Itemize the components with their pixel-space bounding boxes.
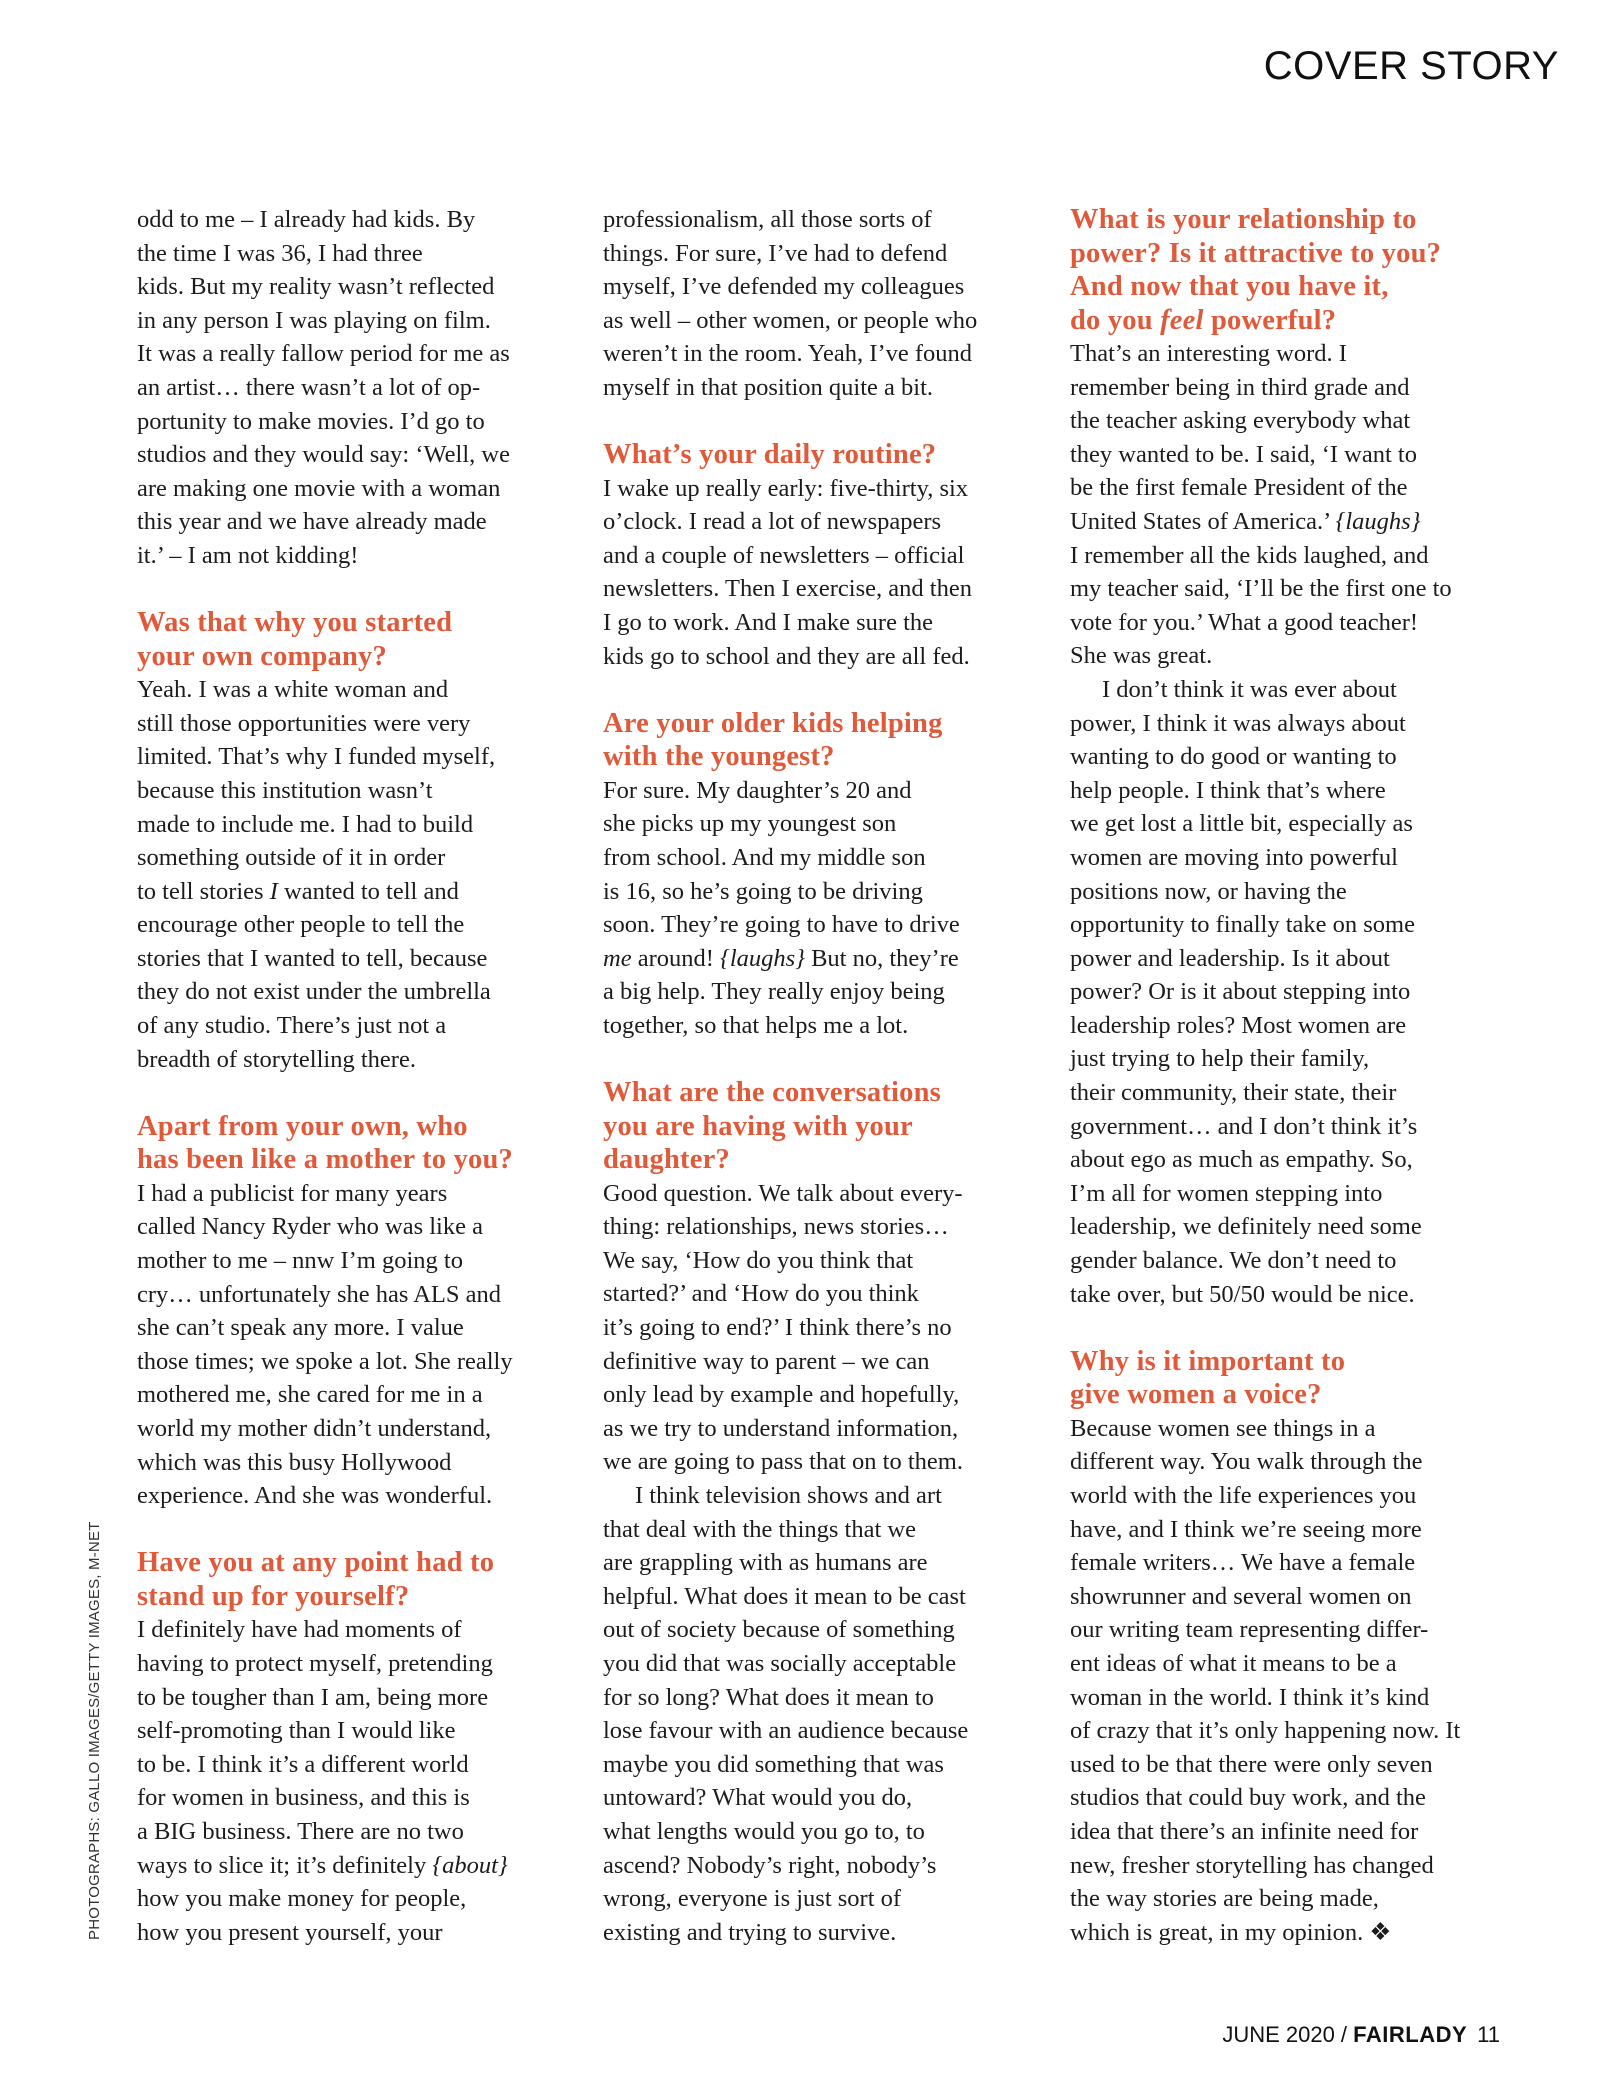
text-line: cry… unfortunately she has ALS and — [137, 1280, 502, 1308]
text-line: I don’t think it was ever about — [1102, 675, 1397, 703]
text-line: me around! {laughs} But no, they’re — [603, 944, 959, 972]
text-line: female writers… We have a female — [1070, 1549, 1416, 1577]
question-line: Have you at any point had to — [137, 1547, 495, 1579]
text-line: they wanted to be. I said, ‘I want to — [1070, 440, 1417, 468]
text-line: how you make money for people, — [137, 1885, 467, 1913]
text-line: she picks up my youngest son — [603, 810, 897, 838]
issue-date: JUNE 2020 / — [1222, 2022, 1354, 2047]
text-line: started?’ and ‘How do you think — [603, 1280, 919, 1308]
text-line: breadth of storytelling there. — [137, 1045, 416, 1073]
text-line: take over, but 50/50 would be nice. — [1070, 1280, 1415, 1308]
question-line: you are having with your — [603, 1110, 913, 1142]
question-line: daughter? — [603, 1144, 730, 1176]
text-line: help people. I think that’s where — [1070, 776, 1386, 804]
text-line: for women in business, and this is — [137, 1784, 470, 1812]
text-line: power and leadership. Is it about — [1070, 944, 1390, 972]
question-line: do you feel powerful? — [1070, 304, 1337, 336]
text-line: self-promoting than I would like — [137, 1717, 456, 1745]
text-line: what lengths would you go to, to — [603, 1817, 925, 1845]
text-line: world my mother didn’t understand, — [137, 1415, 492, 1442]
text-line: ascend? Nobody’s right, nobody’s — [603, 1851, 937, 1879]
text-line: helpful. What does it mean to be cast — [603, 1582, 966, 1610]
text-line: made to include me. I had to build — [137, 810, 474, 838]
text-line: different way. You walk through the — [1070, 1448, 1423, 1476]
text-line: government… and I don’t think it’s — [1070, 1112, 1418, 1140]
text-line: together, so that helps me a lot. — [603, 1011, 909, 1039]
text-line: I think television shows and art — [635, 1482, 942, 1509]
interview-answer — [603, 774, 1051, 1043]
text-line: because this institution wasn’t — [137, 776, 433, 804]
interview-question — [1070, 1345, 1518, 1412]
text-line: gender balance. We don’t need to — [1070, 1247, 1397, 1275]
text-line: mothered me, she cared for me in a — [137, 1381, 483, 1409]
text-line: a BIG business. There are no two — [137, 1817, 464, 1845]
interview-answer — [1070, 337, 1518, 673]
section-spacer — [603, 405, 1051, 439]
text-line: wanting to do good or wanting to — [1070, 743, 1397, 771]
text-line: odd to me – I already had kids. By — [137, 206, 476, 233]
text-line: out of society because of something — [603, 1616, 955, 1644]
text-line: I go to work. And I make sure the — [603, 609, 933, 637]
text-line: called Nancy Ryder who was like a — [137, 1213, 483, 1241]
text-line: the teacher asking everybody what — [1070, 407, 1411, 435]
text-line: new, fresher storytelling has changed — [1070, 1851, 1434, 1879]
text-line: you did that was socially acceptable — [603, 1649, 957, 1677]
interview-answer — [1070, 673, 1518, 1311]
text-line: studios and they would say: ‘Well, we — [137, 441, 510, 469]
text-line: wrong, everyone is just sort of — [603, 1885, 902, 1913]
text-line: used to be that there were only seven — [1070, 1750, 1433, 1778]
interview-answer — [603, 472, 1051, 674]
article-column-3 — [1070, 203, 1518, 1949]
text-line: It was a really fallow period for me as — [137, 340, 510, 368]
text-line: I wake up really early: five-thirty, six — [603, 474, 969, 502]
interview-answer — [603, 1177, 1051, 1479]
text-line: weren’t in the room. Yeah, I’ve found — [603, 340, 973, 368]
section-label: COVER STORY — [1263, 44, 1559, 88]
text-line: it.’ – I am not kidding! — [137, 541, 359, 569]
text-line: limited. That’s why I funded myself, — [137, 743, 496, 771]
text-line: are grappling with as humans are — [603, 1549, 928, 1577]
question-line: stand up for yourself? — [137, 1580, 410, 1612]
text-line: a big help. They really enjoy being — [603, 978, 945, 1006]
text-line: and a couple of newsletters – official — [603, 541, 965, 569]
text-line: as well – other women, or people who — [603, 306, 978, 334]
text-line: I had a publicist for many years — [137, 1179, 448, 1207]
text-line: be the first female President of the — [1070, 474, 1408, 502]
interview-question — [603, 1076, 1051, 1177]
text-line: to tell stories I wanted to tell and — [137, 877, 459, 905]
text-line: we get lost a little bit, especially as — [1070, 810, 1413, 838]
text-line: for so long? What does it mean to — [603, 1683, 934, 1711]
interview-answer — [137, 673, 585, 1076]
text-line: We say, ‘How do you think that — [603, 1246, 914, 1274]
text-line: their community, their state, their — [1070, 1079, 1397, 1107]
text-line: how you present yourself, your — [137, 1918, 443, 1946]
question-line: Was that why you started — [137, 607, 453, 639]
text-line: definitive way to parent – we can — [603, 1347, 930, 1375]
text-line: the way stories are being made, — [1070, 1885, 1379, 1913]
question-line: give women a voice? — [1070, 1379, 1322, 1411]
text-line: showrunner and several women on — [1070, 1582, 1412, 1610]
text-line: power, I think it was always about — [1070, 709, 1406, 737]
text-line: to be tougher than I am, being more — [137, 1683, 489, 1711]
text-line: mother to me – nnw I’m going to — [137, 1247, 463, 1275]
text-line: soon. They’re going to have to drive — [603, 911, 960, 939]
text-line: the time I was 36, I had three — [137, 239, 423, 267]
text-line: in any person I was playing on film. — [137, 306, 491, 334]
text-line: my teacher said, ‘I’ll be the first one to — [1070, 575, 1452, 603]
text-line: I remember all the kids laughed, and — [1070, 541, 1429, 569]
page-footer — [1222, 2022, 1500, 2048]
question-line: And now that you have it, — [1070, 271, 1389, 302]
text-line: this year and we have already made — [137, 508, 487, 536]
text-line: power? Or is it about stepping into — [1070, 978, 1411, 1006]
text-line: those times; we spoke a lot. She really — [137, 1347, 513, 1375]
text-line: of crazy that it’s only happening now. It — [1070, 1717, 1461, 1745]
interview-answer — [137, 203, 585, 573]
text-line: That’s an interesting word. I — [1070, 340, 1347, 367]
text-line: still those opportunities were very — [137, 709, 471, 737]
text-line: kids. But my reality wasn’t reflected — [137, 273, 495, 301]
text-line: have, and I think we’re seeing more — [1070, 1515, 1422, 1543]
text-line: leadership, we definitely need some — [1070, 1213, 1422, 1241]
interview-answer — [603, 1479, 1051, 1949]
interview-question — [1070, 203, 1518, 337]
text-line: ent ideas of what it means to be a — [1070, 1649, 1397, 1677]
text-line: myself in that position quite a bit. — [603, 373, 934, 401]
article-column-1 — [137, 203, 585, 1949]
article-column-2 — [603, 203, 1051, 1949]
text-line: about ego as much as empathy. So, — [1070, 1146, 1413, 1174]
interview-question — [137, 1546, 585, 1613]
question-line: with the youngest? — [603, 741, 835, 773]
section-spacer — [137, 573, 585, 607]
text-line: Good question. We talk about every- — [603, 1179, 963, 1207]
text-line: remember being in third grade and — [1070, 373, 1410, 401]
text-line: an artist… there wasn’t a lot of op- — [137, 373, 481, 401]
text-line: thing: relationships, news stories… — [603, 1213, 949, 1241]
text-line: untoward? What would you do, — [603, 1784, 913, 1812]
text-line: to be. I think it’s a different world — [137, 1750, 469, 1778]
question-line: What’s your daily routine? — [603, 439, 937, 471]
text-line: it’s going to end?’ I think there’s no — [603, 1314, 952, 1342]
text-line: as we try to understand information, — [603, 1414, 959, 1442]
magazine-name: FAIRLADY — [1353, 2022, 1468, 2047]
text-line: which is great, in my opinion. ❖ — [1070, 1918, 1392, 1946]
text-line: professionalism, all those sorts of — [603, 206, 932, 233]
interview-question — [137, 1110, 585, 1177]
text-line: woman in the world. I think it’s kind — [1070, 1683, 1430, 1711]
text-line: is 16, so he’s going to be driving — [603, 877, 923, 905]
interview-answer — [137, 1613, 585, 1949]
text-line: idea that there’s an infinite need for — [1070, 1817, 1419, 1845]
text-line: stories that I wanted to tell, because — [137, 944, 488, 972]
section-spacer — [137, 1076, 585, 1110]
question-line: power? Is it attractive to you? — [1070, 237, 1442, 269]
photo-credit: PHOTOGRAPHS: GALLO IMAGES/GETTY IMAGES, M-NET — [86, 1521, 103, 1940]
text-line: our writing team representing differ- — [1070, 1616, 1429, 1644]
text-line: leadership roles? Most women are — [1070, 1011, 1407, 1039]
text-line: she can’t speak any more. I value — [137, 1314, 464, 1342]
text-line: they do not exist under the umbrella — [137, 978, 491, 1006]
text-line: encourage other people to tell the — [137, 911, 465, 939]
interview-answer — [603, 203, 1051, 405]
text-line: things. For sure, I’ve had to defend — [603, 239, 948, 267]
question-line: has been like a mother to you? — [137, 1144, 513, 1176]
text-line: United States of America.’ {laughs} — [1070, 507, 1421, 535]
text-line: vote for you.’ What a good teacher! — [1070, 608, 1419, 636]
text-line: lose favour with an audience because — [603, 1717, 969, 1745]
text-line: o’clock. I read a lot of newspapers — [603, 508, 942, 536]
text-line: portunity to make movies. I’d go to — [137, 407, 485, 435]
text-line: something outside of it in order — [137, 844, 446, 872]
text-line: are making one movie with a woman — [137, 474, 501, 502]
text-line: having to protect myself, pretending — [137, 1649, 493, 1677]
text-line: I’m all for women stepping into — [1070, 1179, 1383, 1207]
text-line: existing and trying to survive. — [603, 1918, 897, 1946]
text-line: For sure. My daughter’s 20 and — [603, 776, 912, 804]
section-spacer — [603, 673, 1051, 707]
text-line: opportunity to finally take on some — [1070, 911, 1415, 939]
question-line: What are the conversations — [603, 1077, 941, 1109]
section-spacer — [1070, 1311, 1518, 1345]
text-line: just trying to help their family, — [1070, 1045, 1370, 1073]
text-line: Yeah. I was a white woman and — [137, 676, 449, 704]
interview-answer — [137, 1177, 585, 1513]
question-line: your own company? — [137, 640, 387, 672]
text-line: positions now, or having the — [1070, 877, 1347, 905]
section-spacer — [603, 1043, 1051, 1077]
question-line: Why is it important to — [1070, 1345, 1346, 1377]
page-number: 11 — [1477, 2022, 1500, 2047]
question-line: Apart from your own, who — [137, 1110, 468, 1142]
text-line: newsletters. Then I exercise, and then — [603, 575, 972, 603]
text-line: which was this busy Hollywood — [137, 1448, 452, 1476]
interview-answer — [1070, 1412, 1518, 1950]
text-line: I definitely have had moments of — [137, 1616, 462, 1644]
interview-question — [603, 438, 1051, 472]
text-line: She was great. — [1070, 642, 1213, 670]
question-line: What is your relationship to — [1070, 204, 1417, 235]
text-line: from school. And my middle son — [603, 844, 926, 871]
text-line: women are moving into powerful — [1070, 843, 1398, 871]
text-line: myself, I’ve defended my colleagues — [603, 273, 965, 301]
text-line: experience. And she was wonderful. — [137, 1482, 493, 1510]
text-line: we are going to pass that on to them. — [603, 1448, 963, 1476]
question-line: Are your older kids helping — [603, 707, 943, 739]
text-line: of any studio. There’s just not a — [137, 1012, 447, 1040]
text-line: maybe you did something that was — [603, 1750, 944, 1778]
interview-question — [603, 707, 1051, 774]
text-line: kids go to school and they are all fed. — [603, 642, 970, 670]
text-line: Because women see things in a — [1070, 1414, 1376, 1442]
text-line: that deal with the things that we — [603, 1515, 916, 1543]
interview-question — [137, 606, 585, 673]
text-line: studios that could buy work, and the — [1070, 1784, 1426, 1812]
text-line: world with the life experiences you — [1070, 1482, 1417, 1509]
text-line: ways to slice it; it’s definitely {about} — [137, 1851, 508, 1879]
section-spacer — [137, 1513, 585, 1547]
text-line: only lead by example and hopefully, — [603, 1381, 960, 1409]
